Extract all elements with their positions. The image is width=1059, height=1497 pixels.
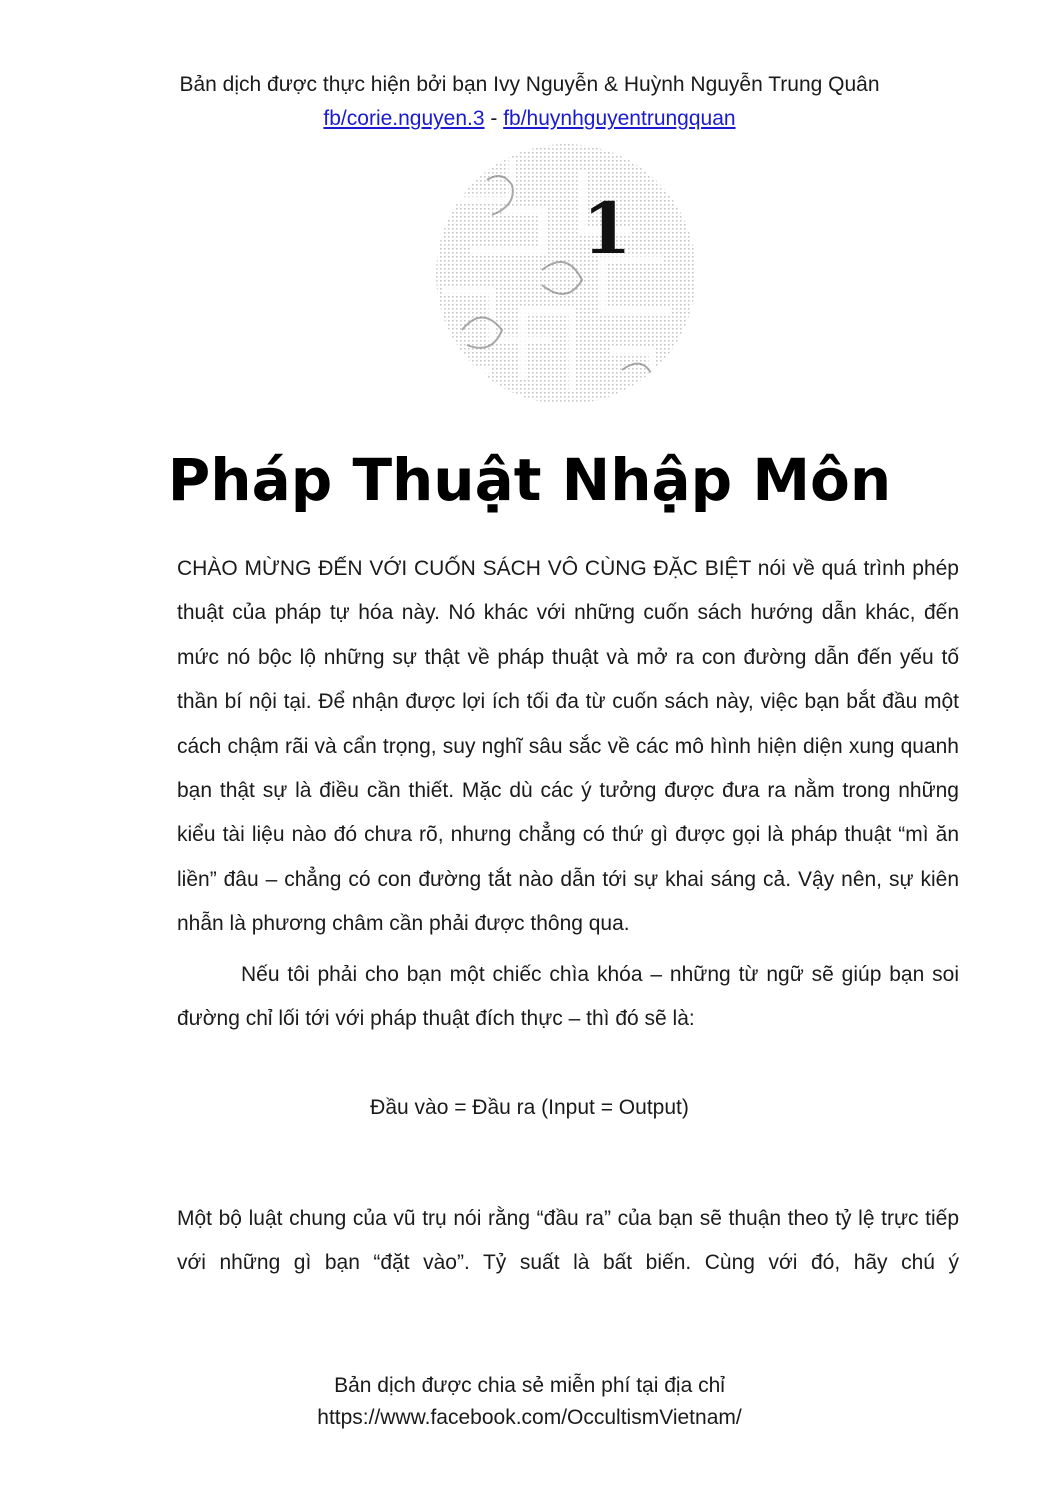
paragraph-1: CHÀO MỪNG ĐẾN VỚI CUỐN SÁCH VÔ CÙNG ĐẶC BIỆT nói về quá trình phép thuật của pháp tự hóa này. Nó khác với những cuốn sách hướng dẫn khác, đến mức nó bộc lộ những sự thật về pháp thuật và mở ra con đường dẫn đến yếu tố thần bí nội tại. Để nhận được lợi ích tối đa từ cuốn sách này, việc bạn bắt đầu một cách chậm rãi và cẩn trọng, suy nghĩ sâu sắc về các mô hình hiện diện xung quanh bạn thật sự là điều cần thiết. Mặc dù các ý tưởng được đưa ra nằm trong những kiểu tài liệu nào đó chưa rõ, nhưng chẳng có thứ gì được gọi là pháp thuật “mì ăn liền” đâu – chẳng có con đường tắt nào dẫn tới sự khai sáng cả. Vậy nên, sự kiên nhẫn là phương châm cần phải được thông qua.: [177, 557, 959, 936]
paragraph-3: Một bộ luật chung của vũ trụ nói rằng “đầu ra” của bạn sẽ thuận theo tỷ lệ trực tiếp với những gì bạn “đặt vào”. Tỷ suất là bất biến. Cùng với đó, hãy chú ý: [177, 1207, 959, 1275]
translator-link-1[interactable]: fb/corie.nguyen.3: [323, 107, 485, 130]
translator-link-2[interactable]: fb/huynhguyentrungquan: [503, 107, 736, 130]
footer-url[interactable]: https://www.facebook.com/OccultismVietnam/: [317, 1406, 742, 1429]
link-separator: -: [484, 107, 504, 130]
page-header: [0, 68, 1059, 136]
chapter-title: Pháp Thuật Nhập Môn: [167, 446, 892, 514]
formula: Đầu vào = Đầu ra (Input = Output): [370, 1096, 689, 1119]
chapter-emblem: [432, 140, 700, 408]
paragraph-2: Nếu tôi phải cho bạn một chiếc chìa khóa – những từ ngữ sẽ giúp bạn soi đường chỉ lối tới với pháp thuật đích thực – thì đó sẽ là:: [177, 963, 959, 1031]
page-footer: [0, 1370, 1059, 1434]
chapter-number: 1: [582, 187, 632, 270]
social-links: [0, 102, 1059, 136]
footer-note: Bản dịch được chia sẻ miễn phí tại địa chỉ: [334, 1374, 725, 1397]
translator-credit: Bản dịch được thực hiện bởi bạn Ivy Nguyễn & Huỳnh Nguyễn Trung Quân: [179, 73, 880, 96]
